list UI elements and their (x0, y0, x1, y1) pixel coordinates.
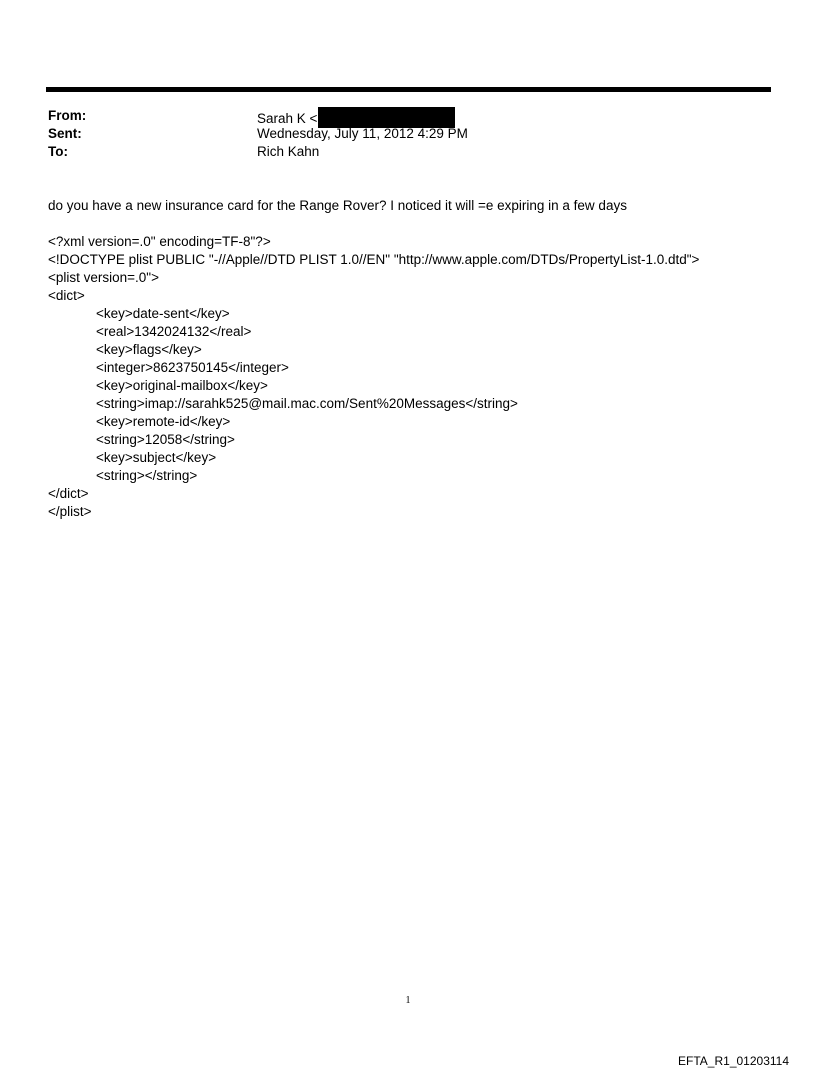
plist-entry: <string></string> (96, 468, 198, 483)
plist-entry: <key>flags</key> (96, 342, 202, 357)
plist-entry: <key>subject</key> (96, 450, 217, 465)
plist-open: <plist version=.0"> (48, 270, 159, 285)
to-row (48, 143, 768, 161)
doctype-line: <!DOCTYPE plist PUBLIC "-//Apple//DTD PLIST 1.0//EN" "http://www.apple.com/DTDs/PropertyList-1.0.dtd"> (48, 252, 700, 267)
xml-declaration: <?xml version=.0" encoding=TF-8"?> (48, 234, 271, 249)
page-number: 1 (405, 995, 411, 1006)
plist-entry: <real>1342024132</real> (96, 324, 252, 339)
email-header (48, 107, 768, 161)
header-divider (46, 87, 771, 92)
from-label: From: (48, 108, 87, 123)
document-id: EFTA_R1_01203114 (678, 1054, 789, 1068)
plist-block (48, 233, 788, 521)
sent-value: Wednesday, July 11, 2012 4:29 PM (257, 126, 468, 141)
sent-row (48, 125, 768, 143)
plist-entry: <key>original-mailbox</key> (96, 378, 268, 393)
from-row (48, 107, 768, 125)
email-body: do you have a new insurance card for the Range Rover? I noticed it will =e expiring in a few days (48, 198, 627, 213)
to-value: Rich Kahn (257, 144, 320, 159)
plist-entry: <key>remote-id</key> (96, 414, 231, 429)
dict-close: </dict> (48, 486, 89, 501)
plist-entry: <string>imap://sarahk525@mail.mac.com/Sent%20Messages</string> (96, 396, 518, 411)
from-sender: Sarah K < (257, 111, 318, 126)
sent-label: Sent: (48, 126, 82, 141)
plist-entry: <key>date-sent</key> (96, 306, 230, 321)
to-label: To: (48, 144, 68, 159)
plist-entry: <integer>8623750145</integer> (96, 360, 289, 375)
plist-close: </plist> (48, 504, 92, 519)
dict-open: <dict> (48, 288, 85, 303)
plist-entry: <string>12058</string> (96, 432, 235, 447)
